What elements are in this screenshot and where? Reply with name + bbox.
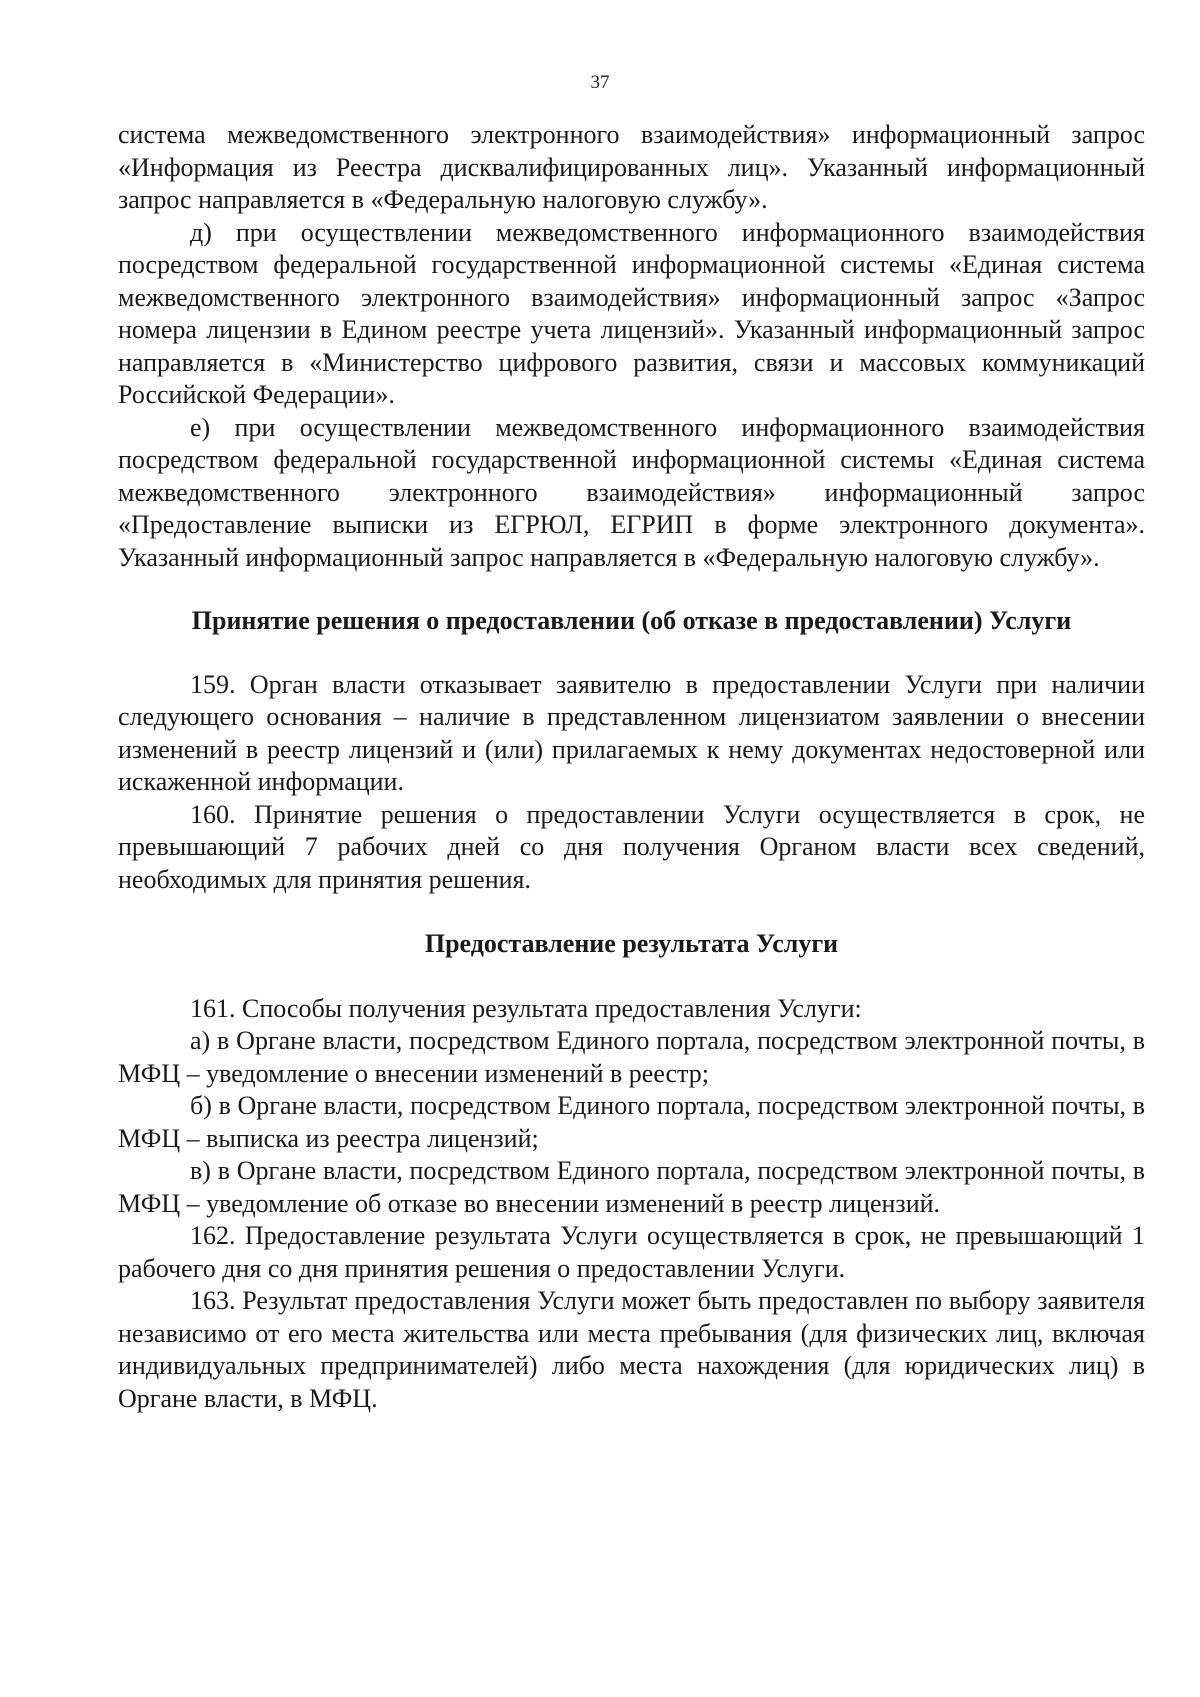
paragraph-163: 163. Результат предоставления Услуги может быть предоставлен по выбору заявителя независимо от его места жительства или места пребывания (для физических лиц, включая индивидуальных предпринимателей) либо места нахождения (для юридических лиц) в Органе власти, в МФЦ. [118, 1286, 1145, 1413]
paragraph-161-a: а) в Органе власти, посредством Единого портала, посредством электронной почты, в МФЦ – уведомление о внесении изменений в реестр; [118, 1026, 1145, 1088]
document-body [118, 119, 1145, 1415]
paragraph-continuation: система межведомственного электронного взаимодействия» информационный запрос «Информация из Реестра дисквалифицированных лиц». Указанный информационный запрос направляется в «Федеральную налоговую службу». [118, 120, 1145, 214]
paragraph-160: 160. Принятие решения о предоставлении Услуги осуществляется в срок, не превышающий 7 рабочих дней со дня получения Органом власти всех сведений, необходимых для принятия решения. [118, 799, 1145, 894]
page-number: 37 [590, 72, 610, 93]
paragraph-159: 159. Орган власти отказывает заявителю в предоставлении Услуги при наличии следующего основания – наличие в представленном лицензиатом заявлении о внесении изменений в реестр лицензий и (или) прилагаемых к нему документах недостоверной или искаженной информации. [118, 669, 1145, 796]
paragraph-item-e: е) при осуществлении межведомственного информационного взаимодействия посредством федеральной государственной информационной системы «Единая система межведомственного электронного взаимодействия» информационный запрос «Предоставление выписки из ЕГРЮЛ, ЕГРИП в форме электронного документа». Указанный информационный запрос направляется в «Федеральную налоговую службу». [118, 412, 1145, 572]
section-heading-decision: Принятие решения о предоставлении (об отказе в предоставлении) Услуги [191, 606, 1072, 635]
paragraph-162: 162. Предоставление результата Услуги осуществляется в срок, не превышающий 1 рабочего дня со дня принятия решения о предоставлении Услуги. [118, 1221, 1145, 1283]
paragraph-161: 161. Способы получения результата предоставления Услуги: [190, 993, 862, 1023]
section-heading-result: Предоставление результата Услуги [424, 929, 839, 958]
paragraph-item-d: д) при осуществлении межведомственного информационного взаимодействия посредством федеральной государственной информационной системы «Единая система межведомственного электронного взаимодействия» информационный запрос «Запрос номера лицензии в Едином реестре учета лицензий». Указанный информационный запрос направляется в «Министерство цифрового развития, связи и массовых коммуникаций Российской Федерации». [118, 217, 1145, 409]
paragraph-161-b: б) в Органе власти, посредством Единого портала, посредством электронной почты, в МФЦ – выписка из реестра лицензий; [118, 1091, 1145, 1153]
paragraph-161-c: в) в Органе власти, посредством Единого портала, посредством электронной почты, в МФЦ – уведомление об отказе во внесении изменений в реестр лицензий. [118, 1156, 1145, 1218]
